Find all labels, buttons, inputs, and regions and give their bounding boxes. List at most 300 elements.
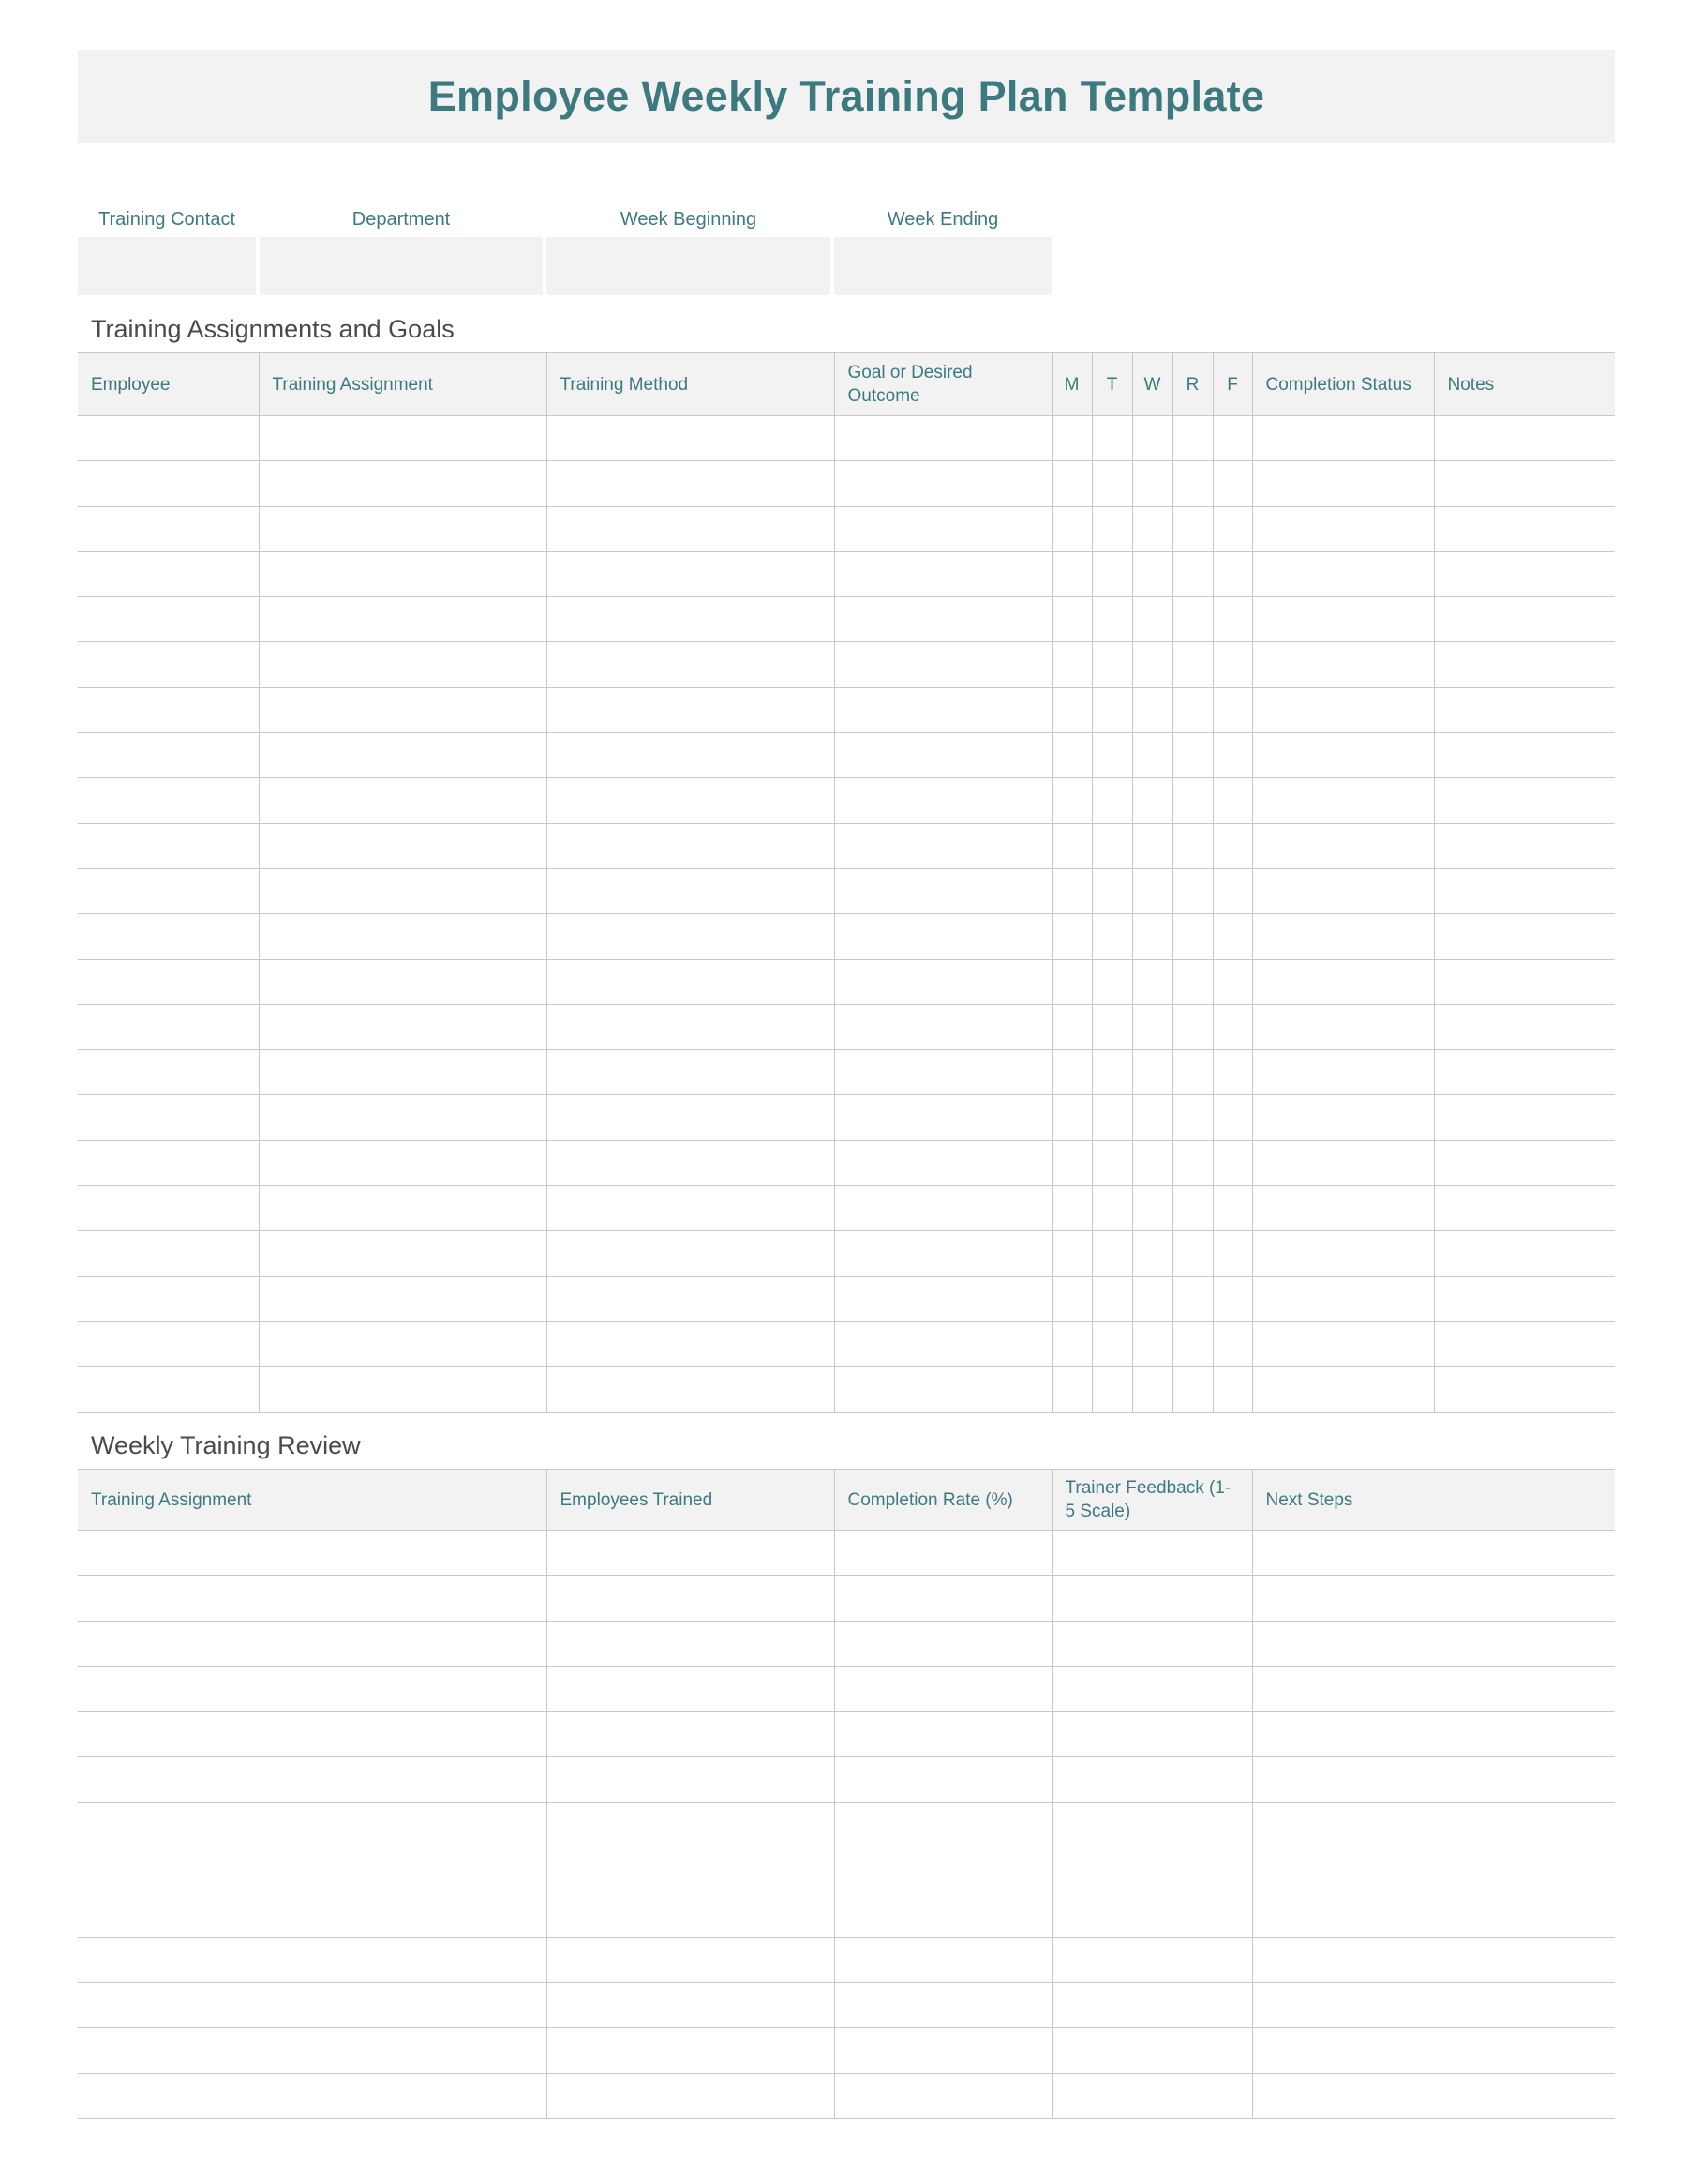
assignments-table-cell[interactable] bbox=[259, 551, 546, 596]
assignments-table-cell[interactable] bbox=[1172, 959, 1213, 1004]
assignments-table-cell[interactable] bbox=[259, 1095, 546, 1140]
assignments-table-cell[interactable] bbox=[1434, 959, 1615, 1004]
assignments-table-cell[interactable] bbox=[1434, 506, 1615, 551]
review-table-cell[interactable] bbox=[78, 2028, 546, 2073]
assignments-table-cell[interactable] bbox=[546, 551, 834, 596]
review-table-cell[interactable] bbox=[546, 1982, 834, 2027]
assignments-table-cell[interactable] bbox=[259, 914, 546, 959]
assignments-table-cell[interactable] bbox=[834, 1140, 1052, 1185]
assignments-table-cell[interactable] bbox=[78, 416, 259, 461]
assignments-table-cell[interactable] bbox=[1052, 1050, 1092, 1095]
assignments-table-cell[interactable] bbox=[78, 461, 259, 506]
assignments-table-cell[interactable] bbox=[1092, 461, 1132, 506]
assignments-table-cell[interactable] bbox=[1052, 551, 1092, 596]
assignments-table-cell[interactable] bbox=[1092, 506, 1132, 551]
assignments-table-cell[interactable] bbox=[834, 1276, 1052, 1321]
assignments-table-cell[interactable] bbox=[259, 1231, 546, 1276]
assignments-table-cell[interactable] bbox=[1132, 733, 1172, 778]
assignments-table-cell[interactable] bbox=[834, 1050, 1052, 1095]
assignments-table-cell[interactable] bbox=[1132, 778, 1172, 823]
assignments-table-cell[interactable] bbox=[1132, 1231, 1172, 1276]
assignments-table-cell[interactable] bbox=[834, 1095, 1052, 1140]
assignments-table-cell[interactable] bbox=[546, 778, 834, 823]
assignments-table-cell[interactable] bbox=[1172, 914, 1213, 959]
assignments-table-cell[interactable] bbox=[259, 506, 546, 551]
assignments-table-cell[interactable] bbox=[1434, 1231, 1615, 1276]
week-beginning-input[interactable] bbox=[546, 237, 830, 295]
assignments-table-cell[interactable] bbox=[78, 733, 259, 778]
assignments-table-cell[interactable] bbox=[1132, 1276, 1172, 1321]
review-table-cell[interactable] bbox=[1052, 1531, 1252, 1576]
assignments-table-cell[interactable] bbox=[1434, 1186, 1615, 1231]
assignments-table-cell[interactable] bbox=[1213, 868, 1252, 913]
review-table-cell[interactable] bbox=[1252, 1802, 1615, 1847]
assignments-table-cell[interactable] bbox=[1132, 506, 1172, 551]
review-table-cell[interactable] bbox=[1052, 1757, 1252, 1802]
review-table-cell[interactable] bbox=[546, 1621, 834, 1666]
assignments-table-cell[interactable] bbox=[1092, 1321, 1132, 1366]
review-table-cell[interactable] bbox=[1252, 1757, 1615, 1802]
assignments-table-cell[interactable] bbox=[259, 823, 546, 868]
assignments-table-cell[interactable] bbox=[1213, 642, 1252, 687]
assignments-table-cell[interactable] bbox=[1172, 868, 1213, 913]
assignments-table-cell[interactable] bbox=[1092, 959, 1132, 1004]
review-table-cell[interactable] bbox=[546, 1802, 834, 1847]
review-table-cell[interactable] bbox=[546, 1892, 834, 1937]
assignments-table-cell[interactable] bbox=[1092, 642, 1132, 687]
assignments-table-cell[interactable] bbox=[1434, 1004, 1615, 1049]
assignments-table-cell[interactable] bbox=[1052, 642, 1092, 687]
assignments-table-cell[interactable] bbox=[1132, 1095, 1172, 1140]
assignments-table-cell[interactable] bbox=[259, 642, 546, 687]
assignments-table-cell[interactable] bbox=[834, 868, 1052, 913]
assignments-table-cell[interactable] bbox=[834, 461, 1052, 506]
assignments-table-cell[interactable] bbox=[1092, 597, 1132, 642]
assignments-table-cell[interactable] bbox=[834, 551, 1052, 596]
assignments-table-cell[interactable] bbox=[1132, 1367, 1172, 1412]
assignments-table-cell[interactable] bbox=[1172, 778, 1213, 823]
week-ending-input[interactable] bbox=[834, 237, 1052, 295]
assignments-table-cell[interactable] bbox=[1172, 1050, 1213, 1095]
assignments-table-cell[interactable] bbox=[1132, 1140, 1172, 1185]
review-table-cell[interactable] bbox=[1052, 2028, 1252, 2073]
assignments-table-cell[interactable] bbox=[546, 506, 834, 551]
review-table-cell[interactable] bbox=[546, 1531, 834, 1576]
assignments-table-cell[interactable] bbox=[78, 1050, 259, 1095]
review-table-cell[interactable] bbox=[1252, 1712, 1615, 1757]
assignments-table-cell[interactable] bbox=[1052, 1186, 1092, 1231]
assignments-table-cell[interactable] bbox=[1434, 1321, 1615, 1366]
assignments-table-cell[interactable] bbox=[78, 1231, 259, 1276]
assignments-table-cell[interactable] bbox=[546, 687, 834, 732]
review-table-cell[interactable] bbox=[1252, 1847, 1615, 1892]
assignments-table-cell[interactable] bbox=[1434, 551, 1615, 596]
assignments-table-cell[interactable] bbox=[834, 959, 1052, 1004]
assignments-table-cell[interactable] bbox=[834, 1231, 1052, 1276]
assignments-table-cell[interactable] bbox=[78, 1140, 259, 1185]
assignments-table-cell[interactable] bbox=[1172, 1004, 1213, 1049]
assignments-table-cell[interactable] bbox=[1172, 687, 1213, 732]
review-table-cell[interactable] bbox=[1252, 2028, 1615, 2073]
assignments-table-cell[interactable] bbox=[546, 1321, 834, 1366]
assignments-table-cell[interactable] bbox=[1052, 1004, 1092, 1049]
assignments-table-cell[interactable] bbox=[1092, 823, 1132, 868]
assignments-table-cell[interactable] bbox=[1092, 1186, 1132, 1231]
assignments-table-cell[interactable] bbox=[78, 642, 259, 687]
assignments-table-cell[interactable] bbox=[259, 1004, 546, 1049]
assignments-table-cell[interactable] bbox=[78, 778, 259, 823]
assignments-table-cell[interactable] bbox=[1052, 461, 1092, 506]
review-table-cell[interactable] bbox=[78, 2073, 546, 2118]
assignments-table-cell[interactable] bbox=[1434, 1276, 1615, 1321]
assignments-table-cell[interactable] bbox=[1132, 461, 1172, 506]
assignments-table-cell[interactable] bbox=[1052, 733, 1092, 778]
review-table-cell[interactable] bbox=[1252, 1576, 1615, 1621]
assignments-table-cell[interactable] bbox=[834, 1186, 1052, 1231]
assignments-table-cell[interactable] bbox=[1252, 416, 1434, 461]
assignments-table-cell[interactable] bbox=[78, 823, 259, 868]
review-table-cell[interactable] bbox=[1052, 1982, 1252, 2027]
assignments-table-cell[interactable] bbox=[1434, 868, 1615, 913]
assignments-table-cell[interactable] bbox=[1434, 1095, 1615, 1140]
department-input[interactable] bbox=[260, 237, 543, 295]
review-table-cell[interactable] bbox=[78, 1802, 546, 1847]
assignments-table-cell[interactable] bbox=[1132, 914, 1172, 959]
assignments-table-cell[interactable] bbox=[1172, 1367, 1213, 1412]
assignments-table-cell[interactable] bbox=[1434, 416, 1615, 461]
assignments-table-cell[interactable] bbox=[78, 1276, 259, 1321]
assignments-table-cell[interactable] bbox=[1052, 1321, 1092, 1366]
assignments-table-cell[interactable] bbox=[259, 1276, 546, 1321]
assignments-table-cell[interactable] bbox=[1252, 506, 1434, 551]
assignments-table-cell[interactable] bbox=[834, 506, 1052, 551]
assignments-table-cell[interactable] bbox=[1132, 416, 1172, 461]
assignments-table-cell[interactable] bbox=[1434, 823, 1615, 868]
review-table-cell[interactable] bbox=[546, 1666, 834, 1711]
assignments-table-cell[interactable] bbox=[1172, 1321, 1213, 1366]
assignments-table-cell[interactable] bbox=[1213, 1186, 1252, 1231]
review-table-cell[interactable] bbox=[1252, 1666, 1615, 1711]
assignments-table-cell[interactable] bbox=[1052, 1276, 1092, 1321]
assignments-table-cell[interactable] bbox=[259, 959, 546, 1004]
assignments-table-cell[interactable] bbox=[259, 778, 546, 823]
review-table-cell[interactable] bbox=[834, 1531, 1052, 1576]
review-table-cell[interactable] bbox=[546, 1757, 834, 1802]
assignments-table-cell[interactable] bbox=[1434, 687, 1615, 732]
assignments-table-cell[interactable] bbox=[1052, 914, 1092, 959]
assignments-table-cell[interactable] bbox=[1434, 1140, 1615, 1185]
assignments-table-cell[interactable] bbox=[1252, 1004, 1434, 1049]
assignments-table-cell[interactable] bbox=[1132, 687, 1172, 732]
assignments-table-cell[interactable] bbox=[1172, 506, 1213, 551]
assignments-table-cell[interactable] bbox=[259, 416, 546, 461]
assignments-table-cell[interactable] bbox=[1252, 642, 1434, 687]
assignments-table-cell[interactable] bbox=[834, 597, 1052, 642]
assignments-table-cell[interactable] bbox=[1252, 1186, 1434, 1231]
assignments-table-cell[interactable] bbox=[546, 823, 834, 868]
assignments-table-cell[interactable] bbox=[78, 1367, 259, 1412]
review-table-cell[interactable] bbox=[834, 1621, 1052, 1666]
assignments-table-cell[interactable] bbox=[1213, 733, 1252, 778]
assignments-table-cell[interactable] bbox=[1052, 506, 1092, 551]
assignments-table-cell[interactable] bbox=[546, 1095, 834, 1140]
review-table-cell[interactable] bbox=[1052, 1666, 1252, 1711]
assignments-table-cell[interactable] bbox=[1092, 1095, 1132, 1140]
review-table-cell[interactable] bbox=[546, 1847, 834, 1892]
assignments-table-cell[interactable] bbox=[1213, 778, 1252, 823]
assignments-table-cell[interactable] bbox=[546, 1231, 834, 1276]
assignments-table-cell[interactable] bbox=[834, 778, 1052, 823]
assignments-table-cell[interactable] bbox=[1172, 1095, 1213, 1140]
review-table-cell[interactable] bbox=[78, 1937, 546, 1982]
review-table-cell[interactable] bbox=[834, 1937, 1052, 1982]
assignments-table-cell[interactable] bbox=[546, 642, 834, 687]
assignments-table-cell[interactable] bbox=[1434, 914, 1615, 959]
assignments-table-cell[interactable] bbox=[1092, 1004, 1132, 1049]
review-table-cell[interactable] bbox=[834, 1847, 1052, 1892]
assignments-table-cell[interactable] bbox=[1252, 551, 1434, 596]
assignments-table-cell[interactable] bbox=[834, 1367, 1052, 1412]
assignments-table-cell[interactable] bbox=[1172, 416, 1213, 461]
assignments-table-cell[interactable] bbox=[834, 687, 1052, 732]
assignments-table-cell[interactable] bbox=[1132, 823, 1172, 868]
review-table-cell[interactable] bbox=[834, 1757, 1052, 1802]
assignments-table-cell[interactable] bbox=[1052, 1367, 1092, 1412]
assignments-table-cell[interactable] bbox=[78, 687, 259, 732]
review-table-cell[interactable] bbox=[546, 1576, 834, 1621]
assignments-table-cell[interactable] bbox=[546, 914, 834, 959]
assignments-table-cell[interactable] bbox=[1213, 416, 1252, 461]
assignments-table-cell[interactable] bbox=[546, 416, 834, 461]
assignments-table-cell[interactable] bbox=[1434, 778, 1615, 823]
assignments-table-cell[interactable] bbox=[1092, 914, 1132, 959]
assignments-table-cell[interactable] bbox=[1252, 959, 1434, 1004]
assignments-table-cell[interactable] bbox=[259, 1050, 546, 1095]
assignments-table-cell[interactable] bbox=[1213, 1321, 1252, 1366]
assignments-table-cell[interactable] bbox=[1434, 642, 1615, 687]
assignments-table-cell[interactable] bbox=[1172, 823, 1213, 868]
assignments-table-cell[interactable] bbox=[1092, 1276, 1132, 1321]
review-table-cell[interactable] bbox=[1052, 1937, 1252, 1982]
assignments-table-cell[interactable] bbox=[1052, 1095, 1092, 1140]
review-table-cell[interactable] bbox=[1252, 1892, 1615, 1937]
review-table-cell[interactable] bbox=[1052, 1802, 1252, 1847]
assignments-table-cell[interactable] bbox=[1252, 1140, 1434, 1185]
review-table-cell[interactable] bbox=[1052, 1621, 1252, 1666]
assignments-table-cell[interactable] bbox=[1434, 597, 1615, 642]
assignments-table-cell[interactable] bbox=[1132, 642, 1172, 687]
assignments-table-cell[interactable] bbox=[1213, 1276, 1252, 1321]
assignments-table-cell[interactable] bbox=[1092, 868, 1132, 913]
assignments-table-cell[interactable] bbox=[834, 1321, 1052, 1366]
assignments-table-cell[interactable] bbox=[1052, 778, 1092, 823]
assignments-table-cell[interactable] bbox=[78, 959, 259, 1004]
assignments-table-cell[interactable] bbox=[1213, 1367, 1252, 1412]
assignments-table-cell[interactable] bbox=[1172, 1186, 1213, 1231]
assignments-table-cell[interactable] bbox=[1252, 687, 1434, 732]
assignments-table-cell[interactable] bbox=[1052, 416, 1092, 461]
review-table-cell[interactable] bbox=[78, 1666, 546, 1711]
assignments-table-cell[interactable] bbox=[78, 506, 259, 551]
review-table-cell[interactable] bbox=[78, 1576, 546, 1621]
assignments-table-cell[interactable] bbox=[259, 733, 546, 778]
assignments-table-cell[interactable] bbox=[1052, 959, 1092, 1004]
assignments-table-cell[interactable] bbox=[546, 1004, 834, 1049]
review-table-cell[interactable] bbox=[546, 2028, 834, 2073]
assignments-table-cell[interactable] bbox=[834, 416, 1052, 461]
assignments-table-cell[interactable] bbox=[1252, 868, 1434, 913]
assignments-table-cell[interactable] bbox=[1213, 914, 1252, 959]
assignments-table-cell[interactable] bbox=[1172, 597, 1213, 642]
assignments-table-cell[interactable] bbox=[1213, 1231, 1252, 1276]
assignments-table-cell[interactable] bbox=[1132, 959, 1172, 1004]
assignments-table-cell[interactable] bbox=[1252, 1321, 1434, 1366]
assignments-table-cell[interactable] bbox=[546, 733, 834, 778]
assignments-table-cell[interactable] bbox=[834, 733, 1052, 778]
assignments-table-cell[interactable] bbox=[1252, 1367, 1434, 1412]
assignments-table-cell[interactable] bbox=[1052, 868, 1092, 913]
assignments-table-cell[interactable] bbox=[1172, 1276, 1213, 1321]
review-table-cell[interactable] bbox=[546, 1712, 834, 1757]
assignments-table-cell[interactable] bbox=[1213, 597, 1252, 642]
review-table-cell[interactable] bbox=[1252, 1621, 1615, 1666]
assignments-table-cell[interactable] bbox=[1092, 1231, 1132, 1276]
assignments-table-cell[interactable] bbox=[1252, 461, 1434, 506]
assignments-table-cell[interactable] bbox=[78, 597, 259, 642]
review-table-cell[interactable] bbox=[1252, 1937, 1615, 1982]
assignments-table-cell[interactable] bbox=[1132, 1186, 1172, 1231]
review-table-cell[interactable] bbox=[1052, 1712, 1252, 1757]
assignments-table-cell[interactable] bbox=[546, 959, 834, 1004]
assignments-table-cell[interactable] bbox=[1092, 733, 1132, 778]
assignments-table-cell[interactable] bbox=[78, 1004, 259, 1049]
assignments-table-cell[interactable] bbox=[1092, 416, 1132, 461]
assignments-table-cell[interactable] bbox=[1434, 461, 1615, 506]
assignments-table-cell[interactable] bbox=[1213, 1140, 1252, 1185]
review-table-cell[interactable] bbox=[1052, 1892, 1252, 1937]
review-table-cell[interactable] bbox=[1052, 1847, 1252, 1892]
review-table-cell[interactable] bbox=[1252, 1531, 1615, 1576]
assignments-table-cell[interactable] bbox=[1052, 597, 1092, 642]
review-table-cell[interactable] bbox=[546, 1937, 834, 1982]
assignments-table-cell[interactable] bbox=[1132, 1050, 1172, 1095]
assignments-table-cell[interactable] bbox=[1172, 1140, 1213, 1185]
assignments-table-cell[interactable] bbox=[834, 1004, 1052, 1049]
assignments-table-cell[interactable] bbox=[1252, 1231, 1434, 1276]
assignments-table-cell[interactable] bbox=[78, 1095, 259, 1140]
review-table-cell[interactable] bbox=[78, 1531, 546, 1576]
assignments-table-cell[interactable] bbox=[1092, 778, 1132, 823]
assignments-table-cell[interactable] bbox=[1132, 1004, 1172, 1049]
assignments-table-cell[interactable] bbox=[78, 868, 259, 913]
assignments-table-cell[interactable] bbox=[1052, 823, 1092, 868]
assignments-table-cell[interactable] bbox=[1213, 823, 1252, 868]
assignments-table-cell[interactable] bbox=[1434, 1367, 1615, 1412]
assignments-table-cell[interactable] bbox=[1132, 868, 1172, 913]
assignments-table-cell[interactable] bbox=[1252, 778, 1434, 823]
review-table-cell[interactable] bbox=[78, 1892, 546, 1937]
assignments-table-cell[interactable] bbox=[259, 597, 546, 642]
training-contact-input[interactable] bbox=[78, 237, 256, 295]
assignments-table-cell[interactable] bbox=[1052, 1140, 1092, 1185]
assignments-table-cell[interactable] bbox=[834, 823, 1052, 868]
assignments-table-cell[interactable] bbox=[1213, 1004, 1252, 1049]
assignments-table-cell[interactable] bbox=[834, 642, 1052, 687]
assignments-table-cell[interactable] bbox=[1092, 1367, 1132, 1412]
assignments-table-cell[interactable] bbox=[1434, 733, 1615, 778]
assignments-table-cell[interactable] bbox=[546, 1367, 834, 1412]
assignments-table-cell[interactable] bbox=[78, 1186, 259, 1231]
review-table-cell[interactable] bbox=[1052, 2073, 1252, 2118]
assignments-table-cell[interactable] bbox=[546, 1050, 834, 1095]
assignments-table-cell[interactable] bbox=[1252, 823, 1434, 868]
assignments-table-cell[interactable] bbox=[1213, 1095, 1252, 1140]
review-table-cell[interactable] bbox=[834, 1666, 1052, 1711]
assignments-table-cell[interactable] bbox=[1213, 461, 1252, 506]
review-table-cell[interactable] bbox=[834, 2028, 1052, 2073]
review-table-cell[interactable] bbox=[834, 1802, 1052, 1847]
assignments-table-cell[interactable] bbox=[1252, 597, 1434, 642]
review-table-cell[interactable] bbox=[78, 1621, 546, 1666]
assignments-table-cell[interactable] bbox=[1172, 551, 1213, 596]
assignments-table-cell[interactable] bbox=[1172, 642, 1213, 687]
review-table-cell[interactable] bbox=[834, 1892, 1052, 1937]
assignments-table-cell[interactable] bbox=[259, 868, 546, 913]
assignments-table-cell[interactable] bbox=[1092, 687, 1132, 732]
assignments-table-cell[interactable] bbox=[546, 1186, 834, 1231]
assignments-table-cell[interactable] bbox=[1213, 551, 1252, 596]
review-table-cell[interactable] bbox=[834, 1982, 1052, 2027]
assignments-table-cell[interactable] bbox=[1132, 1321, 1172, 1366]
assignments-table-cell[interactable] bbox=[259, 1367, 546, 1412]
assignments-table-cell[interactable] bbox=[546, 1276, 834, 1321]
assignments-table-cell[interactable] bbox=[1092, 1050, 1132, 1095]
assignments-table-cell[interactable] bbox=[1213, 687, 1252, 732]
assignments-table-cell[interactable] bbox=[259, 687, 546, 732]
assignments-table-cell[interactable] bbox=[1252, 733, 1434, 778]
assignments-table-cell[interactable] bbox=[1172, 461, 1213, 506]
assignments-table-cell[interactable] bbox=[1213, 1050, 1252, 1095]
assignments-table-cell[interactable] bbox=[1092, 1140, 1132, 1185]
assignments-table-cell[interactable] bbox=[546, 597, 834, 642]
assignments-table-cell[interactable] bbox=[834, 914, 1052, 959]
review-table-cell[interactable] bbox=[546, 2073, 834, 2118]
assignments-table-cell[interactable] bbox=[259, 1321, 546, 1366]
assignments-table-cell[interactable] bbox=[259, 461, 546, 506]
assignments-table-cell[interactable] bbox=[78, 914, 259, 959]
assignments-table-cell[interactable] bbox=[1213, 506, 1252, 551]
assignments-table-cell[interactable] bbox=[1252, 1276, 1434, 1321]
assignments-table-cell[interactable] bbox=[78, 1321, 259, 1366]
assignments-table-cell[interactable] bbox=[1132, 551, 1172, 596]
assignments-table-cell[interactable] bbox=[1092, 551, 1132, 596]
assignments-table-cell[interactable] bbox=[1132, 597, 1172, 642]
assignments-table-cell[interactable] bbox=[1172, 733, 1213, 778]
review-table-cell[interactable] bbox=[1052, 1576, 1252, 1621]
review-table-cell[interactable] bbox=[78, 1757, 546, 1802]
assignments-table-cell[interactable] bbox=[78, 551, 259, 596]
assignments-table-cell[interactable] bbox=[546, 461, 834, 506]
assignments-table-cell[interactable] bbox=[1434, 1050, 1615, 1095]
review-table-cell[interactable] bbox=[834, 1712, 1052, 1757]
assignments-table-cell[interactable] bbox=[1252, 914, 1434, 959]
review-table-cell[interactable] bbox=[834, 2073, 1052, 2118]
assignments-table-cell[interactable] bbox=[1052, 1231, 1092, 1276]
assignments-table-cell[interactable] bbox=[1213, 959, 1252, 1004]
review-table-cell[interactable] bbox=[834, 1576, 1052, 1621]
review-table-cell[interactable] bbox=[78, 1847, 546, 1892]
assignments-table-cell[interactable] bbox=[1252, 1095, 1434, 1140]
